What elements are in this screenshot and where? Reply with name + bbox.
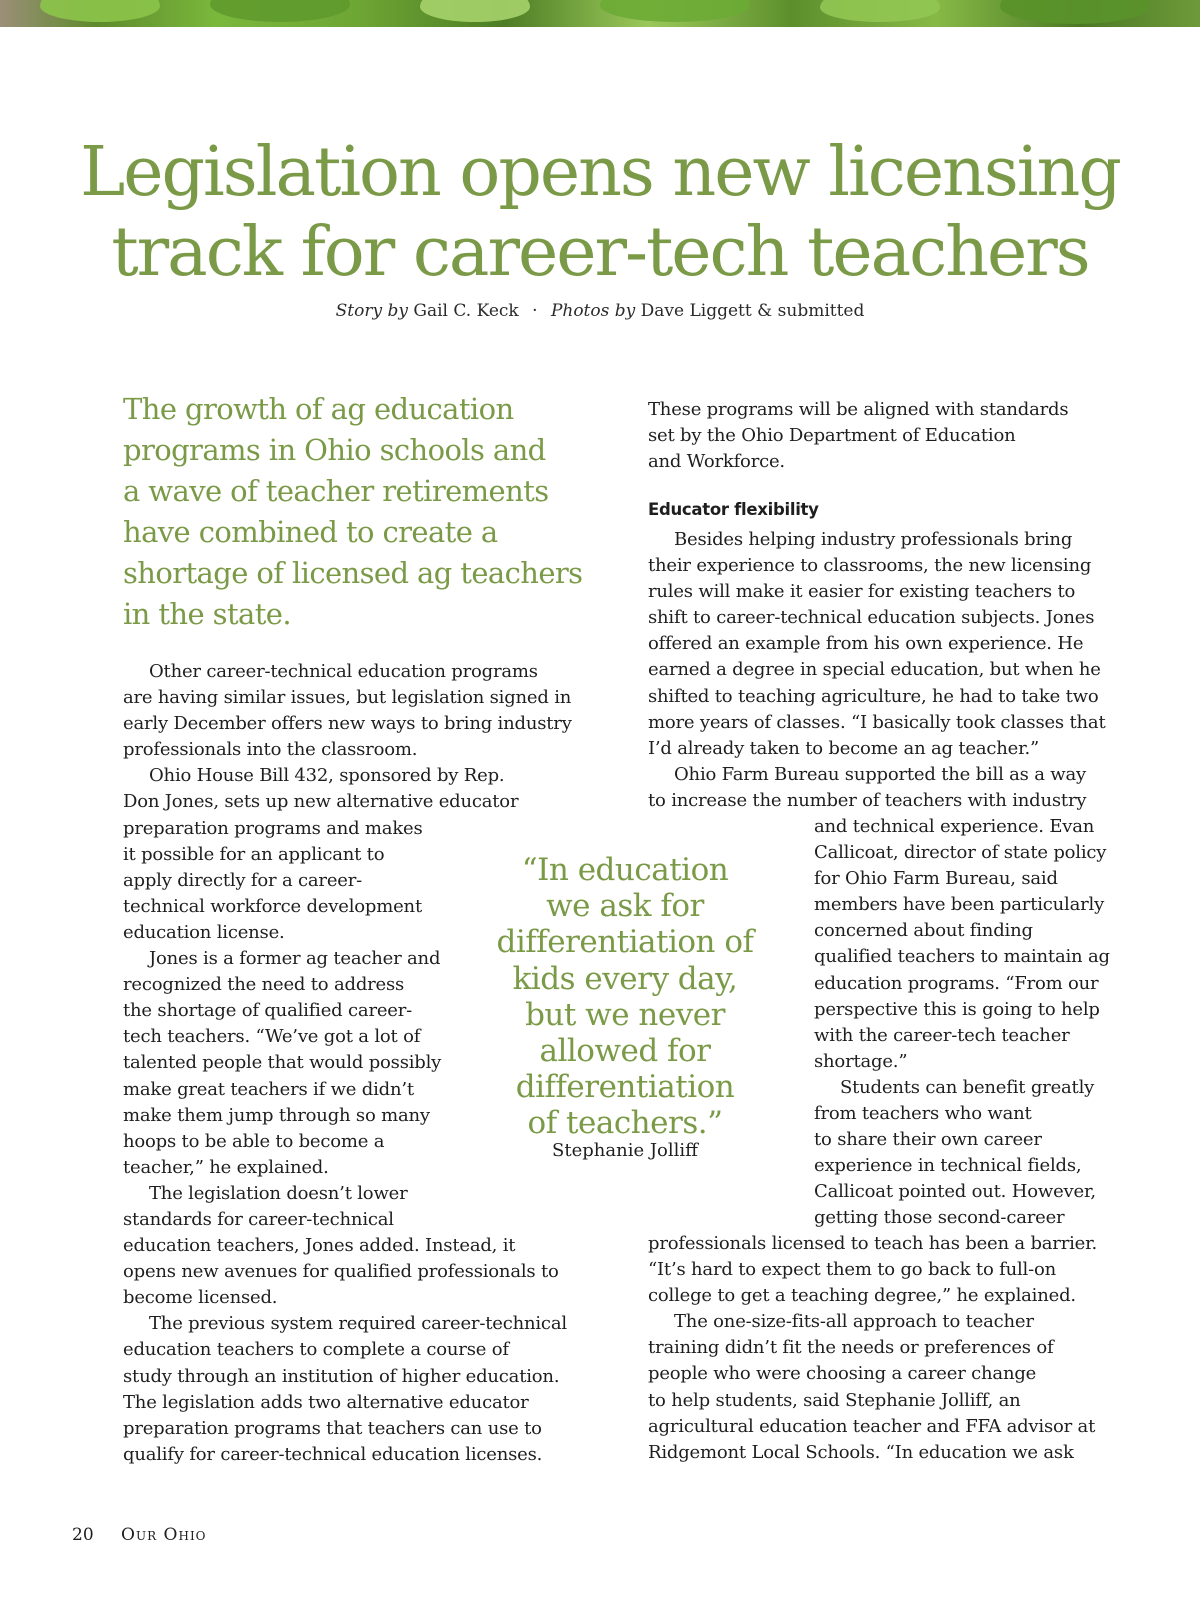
- body-line: for Ohio Farm Bureau, said: [814, 868, 1058, 890]
- body-line: technical workforce development: [123, 895, 422, 917]
- pull-quote-line: allowed for: [539, 1033, 711, 1070]
- byline-separator: ·: [532, 301, 538, 321]
- body-line: shift to career-technical education subjects. Jones: [648, 607, 1095, 629]
- pull-quote-line: we ask for: [546, 888, 704, 925]
- body-line: to increase the number of teachers with industry: [648, 789, 1087, 811]
- body-line: and technical experience. Evan: [814, 816, 1095, 837]
- body-line: Ohio House Bill 432, sponsored by Rep.: [149, 765, 505, 787]
- body-line: with the career-tech teacher: [814, 1024, 1070, 1046]
- body-line: it possible for an applicant to: [123, 843, 385, 865]
- body-column-2-bottom: [648, 1231, 1097, 1466]
- lead-line: in the state.: [123, 597, 291, 631]
- body-line: education programs. “From our: [814, 972, 1099, 994]
- body-line: perspective this is going to help: [814, 998, 1100, 1020]
- pull-quote-line: differentiation of: [496, 924, 754, 961]
- body-line: These programs will be aligned with standards: [648, 399, 1069, 420]
- lead-line: have combined to create a: [123, 515, 498, 549]
- title-line-2: track for career-tech teachers: [111, 213, 1089, 292]
- body-line: The legislation adds two alternative educator: [123, 1391, 529, 1413]
- body-line: hoops to be able to become a: [123, 1130, 385, 1152]
- body-line: I’d already taken to become an ag teacher.”: [648, 737, 1040, 759]
- body-line: apply directly for a career-: [123, 869, 363, 891]
- body-line: from teachers who want: [814, 1103, 1032, 1125]
- body-line: Ohio Farm Bureau supported the bill as a way: [674, 763, 1086, 785]
- body-line: concerned about finding: [814, 920, 1033, 942]
- body-line: study through an institution of higher education.: [123, 1365, 560, 1387]
- pull-quote: [490, 852, 760, 1142]
- body-line: Besides helping industry professionals bring: [674, 529, 1073, 550]
- lead-line: programs in Ohio schools and: [123, 433, 546, 467]
- pull-quote-line: but we never: [525, 996, 725, 1033]
- body-line: Jones is a former ag teacher and: [149, 948, 441, 970]
- pull-quote-source: Stephanie Jolliff: [552, 1140, 698, 1161]
- body-line: their experience to classrooms, the new licensing: [648, 555, 1092, 577]
- body-line: and Workforce.: [648, 451, 785, 473]
- body-line: college to get a teaching degree,” he explained.: [648, 1285, 1076, 1307]
- story-author: Gail C. Keck: [413, 301, 519, 321]
- pull-quote-line: differentiation: [515, 1069, 735, 1106]
- body-line: offered an example from his own experience. He: [648, 633, 1084, 655]
- body-line: agricultural education teacher and FFA advisor at: [648, 1415, 1096, 1437]
- body-line: early December offers new ways to bring industry: [123, 713, 572, 735]
- body-line: more years of classes. “I basically took classes that: [648, 711, 1106, 733]
- body-line: education teachers to complete a course of: [123, 1339, 509, 1361]
- body-line: make them jump through so many: [123, 1104, 430, 1126]
- lead-paragraph: [123, 389, 603, 635]
- body-line: experience in technical fields,: [814, 1155, 1082, 1177]
- body-column-2-top: [648, 397, 1068, 475]
- pull-quote-line: kids every day,: [512, 960, 738, 997]
- page-footer: [72, 1525, 207, 1545]
- page-number: 20: [72, 1525, 94, 1545]
- body-line: set by the Ohio Department of Education: [648, 425, 1016, 447]
- lead-line: The growth of ag education: [123, 392, 514, 426]
- body-column-2-mid: [648, 527, 1105, 814]
- publication-name: Our Ohio: [121, 1525, 207, 1545]
- body-line: preparation programs that teachers can use to: [123, 1417, 542, 1439]
- article-title: [0, 133, 1200, 293]
- body-column-2-narrow: [814, 814, 1110, 1232]
- body-line: the shortage of qualified career-: [123, 1000, 413, 1022]
- body-line: talented people that would possibly: [123, 1052, 442, 1074]
- body-line: qualified teachers to maintain ag: [814, 946, 1110, 968]
- body-line: Callicoat pointed out. However,: [814, 1181, 1096, 1203]
- body-line: professionals licensed to teach has been a barrier.: [648, 1233, 1098, 1254]
- body-line: people who were choosing a career change: [648, 1363, 1037, 1385]
- byline: [0, 301, 1200, 321]
- body-line: to share their own career: [814, 1129, 1042, 1151]
- photos-credit: Dave Liggett & submitted: [640, 301, 865, 321]
- body-line: The previous system required career-technical: [149, 1313, 567, 1335]
- body-line: shifted to teaching agriculture, he had to take two: [648, 685, 1099, 707]
- story-label: Story by: [335, 301, 408, 321]
- body-line: earned a degree in special education, but when he: [648, 659, 1101, 681]
- body-line: getting those second-career: [814, 1207, 1065, 1229]
- section-heading: Educator flexibility: [648, 500, 819, 519]
- lead-line: shortage of licensed ag teachers: [123, 556, 583, 590]
- body-line: tech teachers. “We’ve got a lot of: [123, 1026, 421, 1048]
- header-photo-banner: [0, 0, 1200, 27]
- body-line: education teachers, Jones added. Instead, it: [123, 1235, 516, 1257]
- pull-quote-line: of teachers.”: [527, 1105, 723, 1142]
- photos-label: Photos by: [550, 301, 636, 321]
- body-line: The legislation doesn’t lower: [149, 1182, 408, 1204]
- body-line: Ridgemont Local Schools. “In education we ask: [648, 1441, 1074, 1463]
- body-line: recognized the need to address: [123, 974, 405, 996]
- title-line-1: Legislation opens new licensing: [80, 133, 1120, 212]
- body-line: professionals into the classroom.: [123, 739, 418, 761]
- body-line: shortage.”: [814, 1050, 908, 1072]
- body-line: Callicoat, director of state policy: [814, 842, 1107, 864]
- body-line: opens new avenues for qualified professionals to: [123, 1261, 559, 1283]
- body-line: preparation programs and makes: [123, 817, 423, 839]
- body-line: training didn’t fit the needs or preferences of: [648, 1337, 1054, 1359]
- body-line: members have been particularly: [814, 894, 1105, 916]
- body-line: qualify for career-technical education licenses.: [123, 1443, 543, 1465]
- body-line: rules will make it easier for existing teachers to: [648, 581, 1076, 603]
- body-line: make great teachers if we didn’t: [123, 1078, 414, 1100]
- body-line: Other career-technical education programs: [149, 661, 538, 682]
- body-line: teacher,” he explained.: [123, 1156, 329, 1178]
- body-line: to help students, said Stephanie Jolliff, an: [648, 1389, 1021, 1411]
- lead-line: a wave of teacher retirements: [123, 474, 549, 508]
- body-line: are having similar issues, but legislation signed in: [123, 687, 572, 709]
- body-line: standards for career-technical: [123, 1208, 394, 1230]
- body-line: “It’s hard to expect them to go back to full-on: [648, 1259, 1056, 1281]
- body-line: education license.: [123, 921, 285, 943]
- body-line: Don Jones, sets up new alternative educator: [123, 791, 519, 813]
- body-line: become licensed.: [123, 1287, 278, 1309]
- body-line: Students can benefit greatly: [840, 1076, 1095, 1098]
- pull-quote-line: “In education: [521, 852, 729, 888]
- body-line: The one-size-fits-all approach to teacher: [674, 1311, 1034, 1333]
